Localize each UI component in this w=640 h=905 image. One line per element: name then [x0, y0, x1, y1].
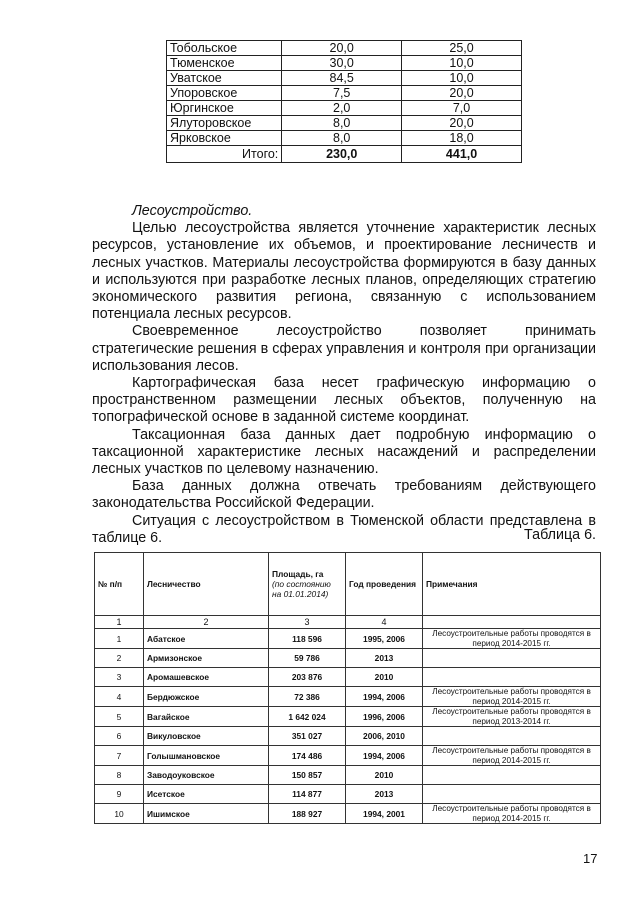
row-number: 9 — [95, 785, 144, 804]
page-number: 17 — [583, 851, 598, 866]
district-name: Ярковское — [167, 131, 282, 146]
note-text: Лесоустроительные работы проводятся в период 2014-2015 гг. — [423, 746, 601, 766]
district-name: Уватское — [167, 71, 282, 86]
year-value: 1994, 2001 — [346, 804, 423, 824]
area-value: 59 786 — [269, 649, 346, 668]
year-value: 2006, 2010 — [346, 727, 423, 746]
col-number-empty — [423, 616, 601, 629]
note-text: Лесоустроительные работы проводятся в период 2014-2015 гг. — [423, 687, 601, 707]
summary-row — [167, 56, 522, 71]
district-name: Юргинское — [167, 101, 282, 116]
summary-row — [167, 131, 522, 146]
row-number: 3 — [95, 668, 144, 687]
forestry-name: Абатское — [144, 629, 269, 649]
row-number: 7 — [95, 746, 144, 766]
district-name: Тобольское — [167, 41, 282, 56]
value-b: 10,0 — [402, 56, 522, 71]
year-value: 1994, 2006 — [346, 687, 423, 707]
area-value: 72 386 — [269, 687, 346, 707]
area-value: 174 486 — [269, 746, 346, 766]
forestry-name: Аромашевское — [144, 668, 269, 687]
table-row — [95, 707, 601, 727]
column-numbers-row — [95, 616, 601, 629]
row-number: 10 — [95, 804, 144, 824]
year-value: 2010 — [346, 766, 423, 785]
forestry-name: Армизонское — [144, 649, 269, 668]
forestry-name: Ишимское — [144, 804, 269, 824]
note-text — [423, 785, 601, 804]
header-name: Лесничество — [144, 553, 269, 616]
table-row — [95, 727, 601, 746]
table-caption: Таблица 6. — [524, 527, 596, 543]
area-value: 203 876 — [269, 668, 346, 687]
paragraph: Целью лесоустройства является уточнение характеристик лесных ресурсов, установление их объемов, и проектирование лесничеств и лесных участков. Материалы лесоустройства формируются в базу данных и используются при разработке лесных планов, определяющих стратегию экономического развития региона, связанную с использованием потенциала лесных ресурсов. — [92, 220, 596, 323]
forestry-name: Исетское — [144, 785, 269, 804]
note-text: Лесоустроительные работы проводятся в период 2014-2015 гг. — [423, 804, 601, 824]
note-text: Лесоустроительные работы проводятся в период 2013-2014 гг. — [423, 707, 601, 727]
value-b: 20,0 — [402, 116, 522, 131]
area-value: 118 596 — [269, 629, 346, 649]
forestry-name: Вагайское — [144, 707, 269, 727]
area-value: 188 927 — [269, 804, 346, 824]
summary-row — [167, 71, 522, 86]
forestry-name: Голышмановское — [144, 746, 269, 766]
table-row — [95, 629, 601, 649]
table-row — [95, 649, 601, 668]
col-number: 4 — [346, 616, 423, 629]
area-value: 150 857 — [269, 766, 346, 785]
year-value: 1995, 2006 — [346, 629, 423, 649]
forestry-name: Викуловское — [144, 727, 269, 746]
year-value: 2013 — [346, 649, 423, 668]
summary-row — [167, 101, 522, 116]
row-number: 4 — [95, 687, 144, 707]
year-value: 2013 — [346, 785, 423, 804]
summary-row — [167, 86, 522, 101]
forestry-name: Заводоуковское — [144, 766, 269, 785]
row-number: 6 — [95, 727, 144, 746]
value-a: 7,5 — [282, 86, 402, 101]
total-value-b: 441,0 — [402, 146, 522, 163]
col-number: 3 — [269, 616, 346, 629]
year-value: 2010 — [346, 668, 423, 687]
top-summary-table — [166, 40, 522, 163]
district-name: Тюменское — [167, 56, 282, 71]
col-number: 2 — [144, 616, 269, 629]
col-number: 1 — [95, 616, 144, 629]
year-value: 1996, 2006 — [346, 707, 423, 727]
value-a: 2,0 — [282, 101, 402, 116]
table-row — [95, 766, 601, 785]
note-text — [423, 727, 601, 746]
header-num: № п/п — [95, 553, 144, 616]
value-b: 20,0 — [402, 86, 522, 101]
area-value: 351 027 — [269, 727, 346, 746]
forestry-name: Бердюжское — [144, 687, 269, 707]
value-b: 7,0 — [402, 101, 522, 116]
value-a: 8,0 — [282, 131, 402, 146]
row-number: 2 — [95, 649, 144, 668]
paragraph: Таксационная база данных дает подробную информацию о таксационной характеристике лесных насаждений и распределении лесных участков по целевому назначению. — [92, 426, 596, 478]
value-a: 84,5 — [282, 71, 402, 86]
header-area-note: (по состоянию на 01.01.2014) — [272, 579, 331, 599]
header-area-title: Площадь, га — [272, 569, 324, 579]
header-area — [269, 553, 346, 616]
row-number: 8 — [95, 766, 144, 785]
total-value-a: 230,0 — [282, 146, 402, 163]
note-text — [423, 668, 601, 687]
table-row — [95, 687, 601, 707]
value-b: 18,0 — [402, 131, 522, 146]
area-value: 1 642 024 — [269, 707, 346, 727]
district-name: Упоровское — [167, 86, 282, 101]
value-b: 10,0 — [402, 71, 522, 86]
header-year: Год проведения — [346, 553, 423, 616]
value-b: 25,0 — [402, 41, 522, 56]
total-label: Итого: — [167, 146, 282, 163]
table-header-row — [95, 553, 601, 616]
value-a: 30,0 — [282, 56, 402, 71]
summary-row — [167, 116, 522, 131]
paragraph: Своевременное лесоустройство позволяет принимать стратегические решения в сферах управления и контроля при организации использования лесов. — [92, 323, 596, 374]
note-text — [423, 649, 601, 668]
forestry-table — [94, 552, 601, 824]
value-a: 20,0 — [282, 41, 402, 56]
row-number: 1 — [95, 629, 144, 649]
table-row — [95, 804, 601, 824]
summary-row — [167, 41, 522, 56]
table-row — [95, 668, 601, 687]
section-heading: Лесоустройство. — [132, 203, 253, 219]
paragraph: Картографическая база несет графическую информацию о пространственном размещении лесных объектов, полученную на топографической основе в заданной системе координат. — [92, 375, 596, 426]
header-notes: Примечания — [423, 553, 601, 616]
table-row — [95, 785, 601, 804]
total-row — [167, 146, 522, 163]
district-name: Ялуторовское — [167, 116, 282, 131]
paragraph: Ситуация с лесоустройством в Тюменской области представлена в таблице 6. — [92, 512, 596, 546]
area-value: 114 877 — [269, 785, 346, 804]
value-a: 8,0 — [282, 116, 402, 131]
note-text — [423, 766, 601, 785]
section-body — [92, 203, 596, 547]
year-value: 1994, 2006 — [346, 746, 423, 766]
row-number: 5 — [95, 707, 144, 727]
table-row — [95, 746, 601, 766]
paragraph: База данных должна отвечать требованиям действующего законодательства Российской Федерации. — [92, 478, 596, 512]
note-text: Лесоустроительные работы проводятся в период 2014-2015 гг. — [423, 629, 601, 649]
